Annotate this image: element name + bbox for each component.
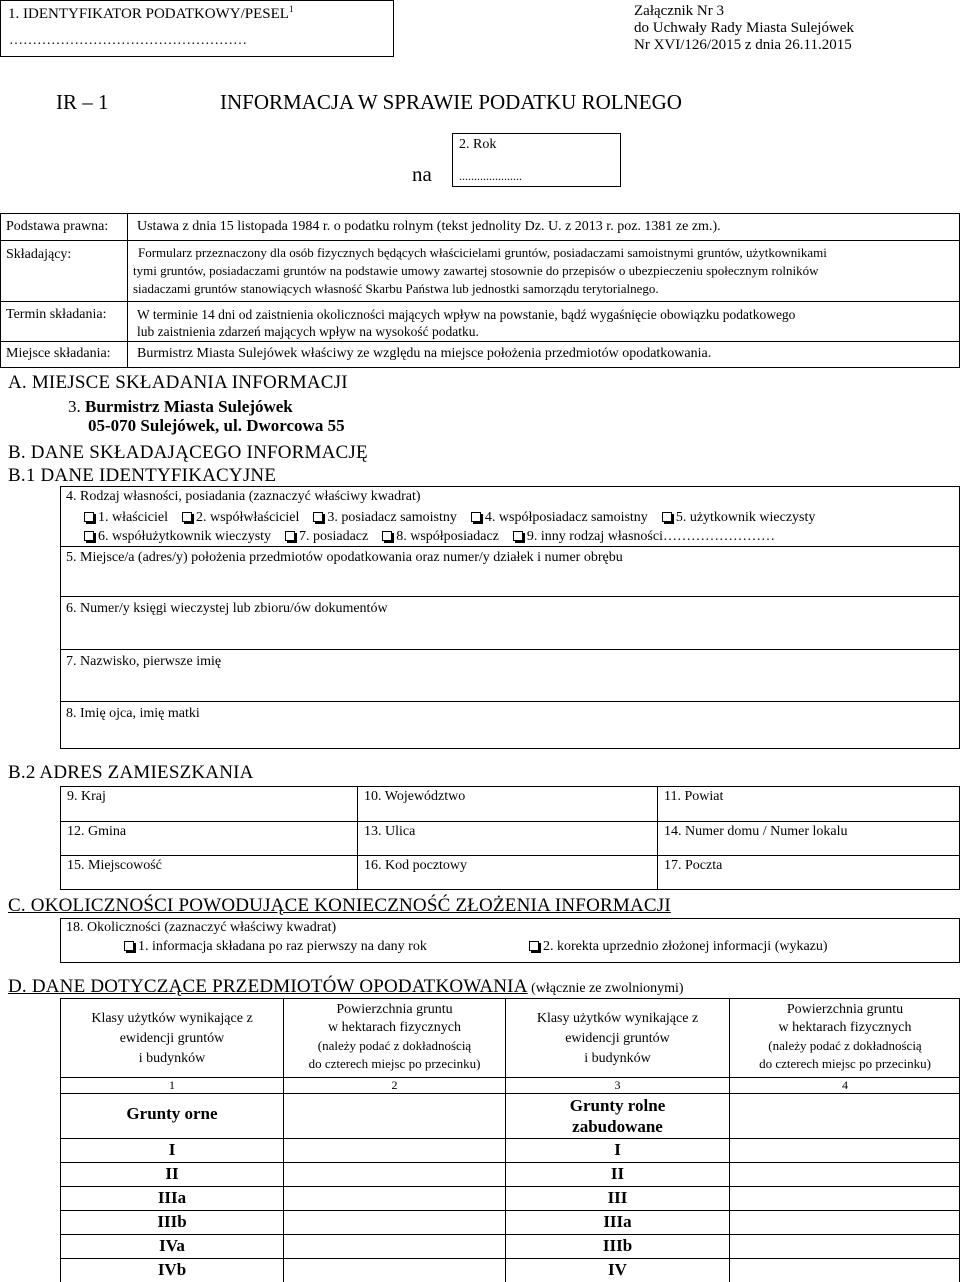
year-label: 2. Rok: [459, 137, 497, 152]
year-box: [452, 133, 621, 187]
deadline-label: Termin składania:: [6, 307, 107, 322]
ownership-option-label: 3. posiadacz samoistny: [327, 510, 457, 525]
ownership-option-label: 5. użytkownik wieczysty: [675, 510, 816, 525]
land-class: IVb: [60, 1258, 283, 1282]
section-d-title: D. DANE DOTYCZĄCE PRZEDMIOTÓW OPODATKOWANIA (włącznie ze zwolnionymi): [8, 976, 684, 997]
group-built-up-land: [505, 1093, 729, 1138]
area-input[interactable]: [283, 1186, 505, 1210]
address-field[interactable]: 15. Miejscowość: [60, 855, 357, 890]
legal-basis-label: Podstawa prawna:: [6, 219, 109, 234]
na-label: na: [412, 162, 432, 186]
column-header-line: do czterech miejsc po przecinku): [759, 1056, 931, 1071]
checkbox-icon[interactable]: [84, 531, 94, 541]
address-field[interactable]: 17. Poczta: [657, 855, 960, 890]
address-field[interactable]: 14. Numer domu / Numer lokalu: [657, 821, 960, 855]
area-input[interactable]: [729, 1138, 960, 1162]
deadline-text: W terminie 14 dni od zaistnienia okoliczności mających wpływ na powstanie, bądź wygaśnięcie obowiązku podatkowego lub zaistnienia zdarzeń mających wpływ na wysokość podatku.: [137, 307, 796, 339]
address-field[interactable]: 11. Powiat: [657, 786, 960, 821]
ownership-option[interactable]: [182, 510, 299, 525]
column-header-line: Powierzchnia gruntu: [786, 1002, 904, 1017]
group-label-line: zabudowane: [572, 1117, 663, 1136]
column-header-line: Klasy użytków wynikające z: [91, 1011, 253, 1026]
column-number: 4: [729, 1077, 960, 1093]
land-class: IVa: [60, 1234, 283, 1258]
section-b-title: B. DANE SKŁADAJĄCEGO INFORMACJĘ: [8, 442, 368, 463]
group-arable-land: Grunty orne: [60, 1093, 283, 1138]
column-header-line: (należy podać z dokładnością: [317, 1038, 472, 1053]
section-b1-title: B.1 DANE IDENTYFIKACYJNE: [8, 465, 277, 486]
ownership-option-label: 7. posiadacz: [299, 529, 369, 544]
checkbox-icon[interactable]: [529, 941, 539, 951]
field-8-label: 8. Imię ojca, imię matki: [66, 706, 200, 721]
ownership-option-label: 4. współposiadacz samoistny: [484, 510, 648, 525]
filer-text: Formularz przeznaczony dla osób fizycznych będących właścicielami gruntów, posiadaczami samoistnymi gruntów, użytkownikami tymi gruntów, posiadaczami gruntów na podstawie umowy zawartej stosownie do przepisów o ubezpieczeniu społecznym rolników siadaczami gruntów stanowiących własność Skarbu Państwa lub jednostki samorządu terytorialnego.: [133, 245, 827, 296]
ownership-option[interactable]: [471, 510, 648, 525]
column-header-line: do czterech miejsc po przecinku): [308, 1056, 481, 1071]
place-text: Burmistrz Miasta Sulejówek właściwy ze względu na miejsce położenia przedmiotów opodatkowania.: [137, 346, 712, 361]
year-field[interactable]: .....................: [459, 169, 522, 183]
checkbox-icon[interactable]: [313, 512, 323, 522]
address-field[interactable]: 16. Kod pocztowy: [357, 855, 657, 890]
area-input[interactable]: [729, 1093, 960, 1138]
column-header: [505, 998, 729, 1077]
column-header-line: Klasy użytków wynikające z: [536, 1011, 699, 1026]
grid-border: [60, 889, 960, 890]
ownership-option-label: 2. współwłaściciel: [195, 510, 300, 525]
area-input[interactable]: [283, 1093, 505, 1138]
taxpayer-id-field[interactable]: ……………………………………………: [9, 33, 247, 48]
area-input[interactable]: [283, 1234, 505, 1258]
ownership-option[interactable]: [313, 510, 456, 525]
column-header-line: w hektarach fizycznych: [328, 1020, 461, 1035]
checkbox-icon[interactable]: [182, 512, 192, 522]
ownership-option-label: 9. inny rodzaj własności……………………: [526, 529, 775, 544]
group-label-line: Grunty rolne: [569, 1096, 666, 1115]
land-class: IIIb: [60, 1210, 283, 1234]
ownership-options-row-2: [84, 529, 789, 545]
land-class: II: [60, 1162, 283, 1186]
column-header: [60, 998, 283, 1077]
column-number: 1: [60, 1077, 283, 1093]
area-input[interactable]: [283, 1138, 505, 1162]
area-input[interactable]: [283, 1162, 505, 1186]
checkbox-icon[interactable]: [471, 512, 481, 522]
ownership-options-row-1: [84, 510, 829, 526]
address-field[interactable]: 13. Ulica: [357, 821, 657, 855]
column-header-line: i budynków: [584, 1051, 651, 1066]
ownership-option[interactable]: [84, 510, 168, 525]
field-6-label: 6. Numer/y księgi wieczystej lub zbioru/ów dokumentów: [66, 601, 388, 616]
checkbox-icon[interactable]: [513, 531, 523, 541]
ownership-option[interactable]: [513, 529, 775, 544]
form-title: INFORMACJA W SPRAWIE PODATKU ROLNEGO: [220, 90, 682, 114]
land-class: IV: [505, 1258, 729, 1282]
column-header-line: (należy podać z dokładnością: [768, 1038, 922, 1053]
area-input[interactable]: [283, 1258, 505, 1282]
checkbox-icon[interactable]: [84, 512, 94, 522]
ownership-option[interactable]: [662, 510, 816, 525]
column-header-line: ewidencji gruntów: [119, 1031, 225, 1046]
taxpayer-id-label: 1. IDENTYFIKATOR PODATKOWY/PESEL$^1$: [8, 4, 294, 22]
checkbox-icon[interactable]: [382, 531, 392, 541]
column-header: [283, 998, 505, 1077]
field-18-label: 18. Okoliczności (zaznaczyć właściwy kwadrat): [66, 920, 337, 935]
section-a-title: A. MIEJSCE SKŁADANIA INFORMACJI: [8, 372, 348, 393]
section-c-title: C. OKOLICZNOŚCI POWODUJĄCE KONIECZNOŚĆ ZŁOŻENIA INFORMACJI: [8, 895, 671, 916]
address-field[interactable]: 10. Województwo: [357, 786, 657, 821]
filer-label: Składający:: [6, 247, 72, 262]
address-field[interactable]: 9. Kraj: [60, 786, 357, 821]
form-code: IR – 1: [56, 90, 109, 114]
address-field[interactable]: 12. Gmina: [60, 821, 357, 855]
ownership-option[interactable]: [285, 529, 368, 544]
column-number: 2: [283, 1077, 505, 1093]
field-5-label: 5. Miejsce/a (adres/y) położenia przedmiotów opodatkowania oraz numer/y działek i numer obrębu: [66, 550, 623, 565]
column-header-line: i budynków: [138, 1051, 206, 1066]
land-class: I: [505, 1138, 729, 1162]
field-7-label: 7. Nazwisko, pierwsze imię: [66, 654, 222, 669]
column-header: [729, 998, 960, 1077]
land-class: II: [505, 1162, 729, 1186]
annex-note: Załącznik Nr 3 do Uchwały Rady Miasta Sulejówek Nr XVI/126/2015 z dnia 26.11.2015: [634, 3, 854, 53]
land-class: IIIa: [60, 1186, 283, 1210]
section-b2-title: B.2 ADRES ZAMIESZKANIA: [8, 762, 254, 783]
circumstance-first[interactable]: 1. informacja składana po raz pierwszy na dany rok: [124, 939, 427, 955]
area-input[interactable]: [729, 1186, 960, 1210]
column-header-line: w hektarach fizycznych: [778, 1020, 912, 1035]
area-input[interactable]: [729, 1162, 960, 1186]
field-4-label: 4. Rodzaj własności, posiadania (zaznaczyć właściwy kwadrat): [66, 489, 421, 504]
ownership-option-label: 6. współużytkownik wieczysty: [98, 529, 272, 544]
ownership-option[interactable]: [382, 529, 499, 544]
column-header-line: ewidencji gruntów: [565, 1031, 670, 1046]
column-number: 3: [505, 1077, 729, 1093]
land-class: IIIa: [505, 1210, 729, 1234]
area-input[interactable]: [729, 1258, 960, 1282]
area-input[interactable]: [729, 1210, 960, 1234]
checkbox-icon[interactable]: [124, 941, 134, 951]
column-header-line: Powierzchnia gruntu: [336, 1002, 453, 1017]
ownership-option-label: 8. współposiadacz: [396, 529, 499, 544]
checkbox-icon[interactable]: [285, 531, 295, 541]
ownership-option-label: 1. właściciel: [98, 510, 168, 525]
checkbox-icon[interactable]: [662, 512, 672, 522]
legal-basis-text: Ustawa z dnia 15 listopada 1984 r. o podatku rolnym (tekst jednolity Dz. U. z 2013 r. poz. 1381 ze zm.).: [137, 219, 721, 234]
circumstance-correction[interactable]: 2. korekta uprzednio złożonej informacji (wykazu): [529, 939, 828, 955]
ownership-option[interactable]: [84, 529, 271, 544]
tax-office: 3. Burmistrz Miasta Sulejówek 05-070 Sulejówek, ul. Dworcowa 55: [68, 397, 345, 435]
land-class: IIIb: [505, 1234, 729, 1258]
area-input[interactable]: [283, 1210, 505, 1234]
taxpayer-id-box: [0, 0, 394, 57]
place-label: Miejsce składania:: [6, 346, 111, 361]
land-class: I: [60, 1138, 283, 1162]
area-input[interactable]: [729, 1234, 960, 1258]
land-class: III: [505, 1186, 729, 1210]
